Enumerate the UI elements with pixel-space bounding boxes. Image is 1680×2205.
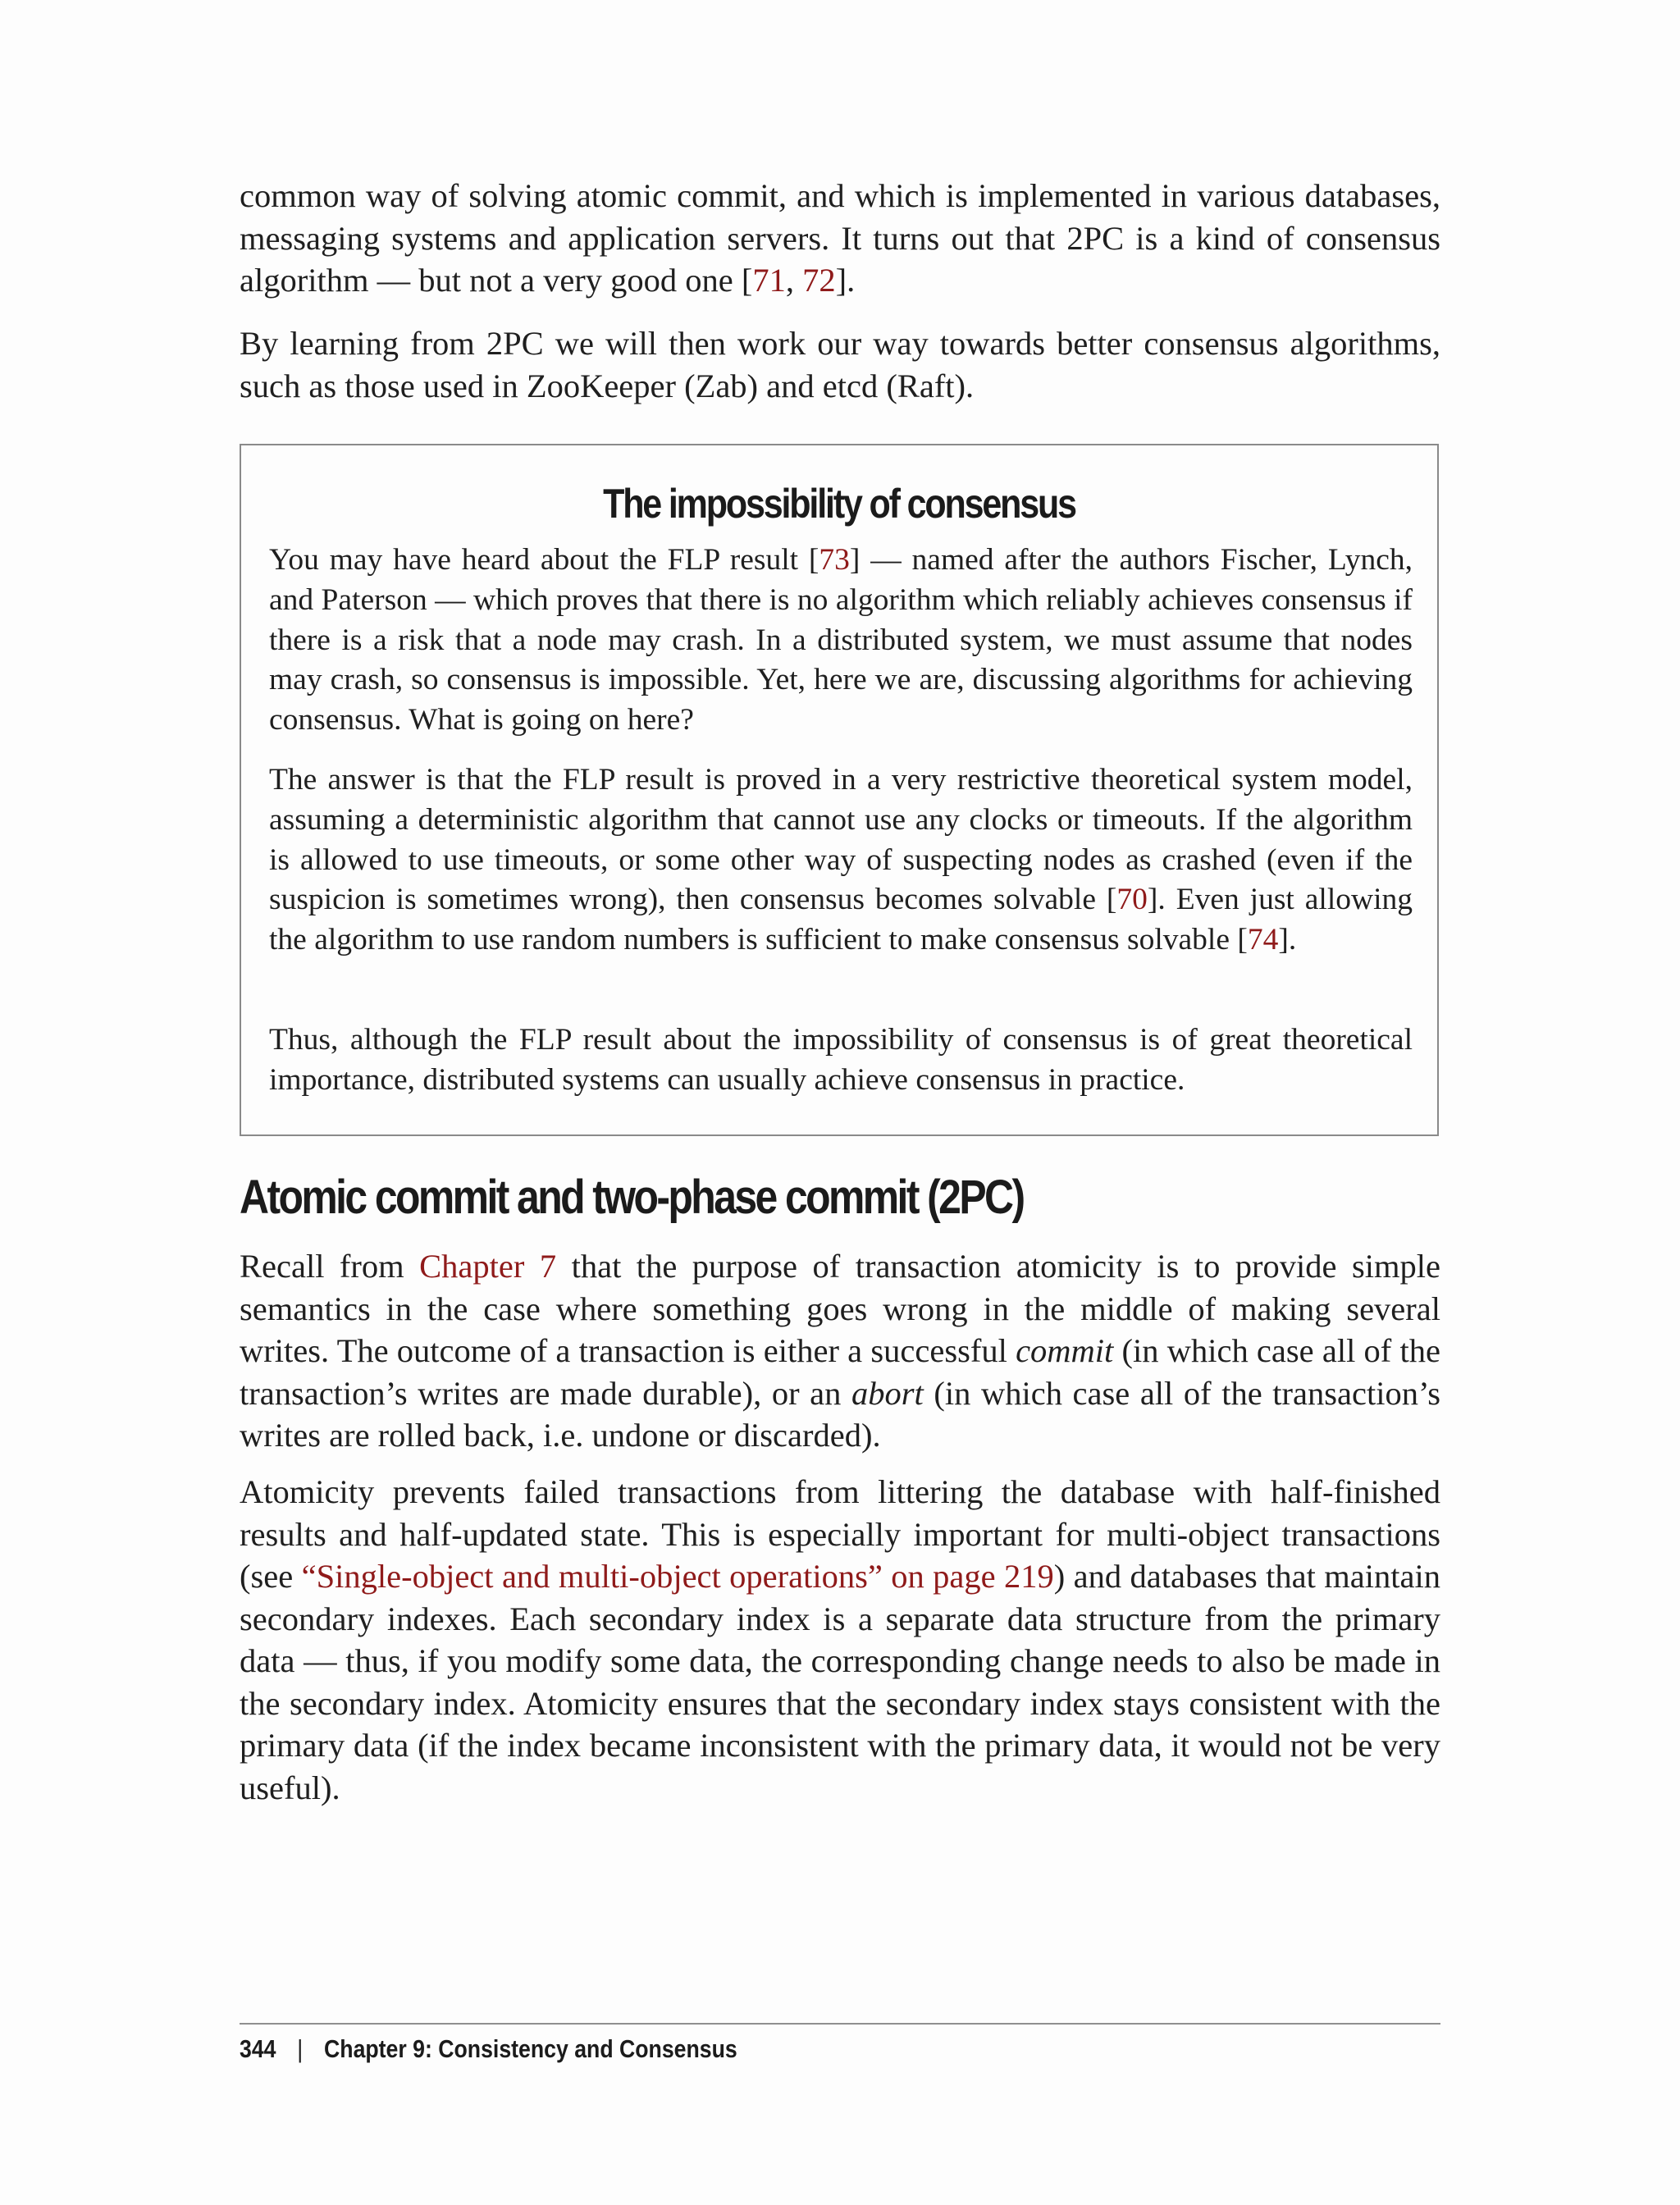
citation-74[interactable]: 74 xyxy=(1247,923,1279,957)
text-run: that the purpose of transaction atomicity is to provide simple semantics in the case where something goes wrong in the middle of making several writes. The outcome of a transaction is either a successful xyxy=(240,1248,1441,1369)
text-run: ]. Even just allowing the algorithm to use random numbers is sufficient to make consensus solvable [ xyxy=(269,883,1413,957)
section-paragraph-2 xyxy=(240,1471,1440,1809)
sidebar-paragraph-2 xyxy=(269,760,1413,961)
chapter-title: Chapter 9: Consistency and Consensus xyxy=(324,2034,737,2063)
text-run: (in which case all of the transaction’s writes are made durable), or an xyxy=(240,1332,1440,1412)
text-run: Atomicity prevents failed transactions from littering the database with half-finished results and half-updated state. This is especially important for multi-object transactions (see xyxy=(240,1473,1440,1595)
text-run: ]. xyxy=(835,262,856,299)
sidebar-title: The impossibility of consensus xyxy=(603,481,1075,527)
text-run: , xyxy=(785,262,803,299)
citation-72[interactable]: 72 xyxy=(802,262,836,299)
intro-paragraph-1 xyxy=(240,175,1440,302)
footer-rule xyxy=(240,2023,1440,2025)
footer-separator: | xyxy=(297,2034,304,2063)
page-number: 344 xyxy=(240,2034,276,2063)
citation-71[interactable]: 71 xyxy=(752,262,786,299)
page-footer xyxy=(240,2034,737,2064)
sidebar-paragraph-1 xyxy=(269,541,1413,741)
sidebar-box xyxy=(240,444,1439,1136)
section-heading: Atomic commit and two-phase commit (2PC) xyxy=(240,1171,1024,1224)
page-219-link[interactable]: “Single-object and multi-object operations” on page 219 xyxy=(301,1558,1054,1595)
sidebar-paragraph-3: Thus, although the FLP result about the impossibility of consensus is of great theoretical importance, distributed systems can usually achieve consensus in practice. xyxy=(269,1023,1413,1097)
text-run: ]. xyxy=(1278,923,1297,957)
text-run: You may have heard about the FLP result [ xyxy=(269,543,819,577)
abort-term: abort xyxy=(851,1374,924,1412)
text-run: ] — named after the authors Fischer, Lynch, and Paterson — which proves that there is no algorithm which reliably achieves consensus if there is a risk that a node may crash. In a distributed system, we must assume that nodes may crash, so consensus is impossible. Yet, here we are, discussing algorithms for achieving consensus. What is going on here? xyxy=(269,543,1413,737)
commit-term: commit xyxy=(1016,1332,1114,1369)
citation-70[interactable]: 70 xyxy=(1116,883,1148,917)
section-paragraph-1 xyxy=(240,1245,1440,1457)
text-run: ) and databases that maintain secondary indexes. Each secondary index is a separate data structure from the primary data — thus, if you modify some data, the corresponding change needs to also be made in the secondary index. Atomicity ensures that the secondary index stays consistent with the primary data (if the index became inconsistent with the primary data, it would not be very useful). xyxy=(240,1558,1440,1806)
text-run: Recall from xyxy=(240,1248,420,1285)
text-run: common way of solving atomic commit, and which is implemented in various databases, messaging systems and application servers. It turns out that 2PC is a kind of consensus algorithm — but not a very good one [ xyxy=(240,177,1440,299)
citation-73[interactable]: 73 xyxy=(819,543,850,577)
text-run: The answer is that the FLP result is proved in a very restrictive theoretical system model, assuming a deterministic algorithm that cannot use any clocks or timeouts. If the algorithm is allowed to use timeouts, or some other way of suspecting nodes as crashed (even if the suspicion is sometimes wrong), then consensus becomes solvable [ xyxy=(269,763,1413,917)
chapter-7-link[interactable]: Chapter 7 xyxy=(419,1248,557,1285)
intro-paragraph-2: By learning from 2PC we will then work our way towards better consensus algorithms, such as those used in ZooKeeper (Zab) and etcd (Raft). xyxy=(240,325,1440,404)
text-run: (in which case all of the transaction’s writes are rolled back, i.e. undone or discarded). xyxy=(240,1374,1440,1454)
